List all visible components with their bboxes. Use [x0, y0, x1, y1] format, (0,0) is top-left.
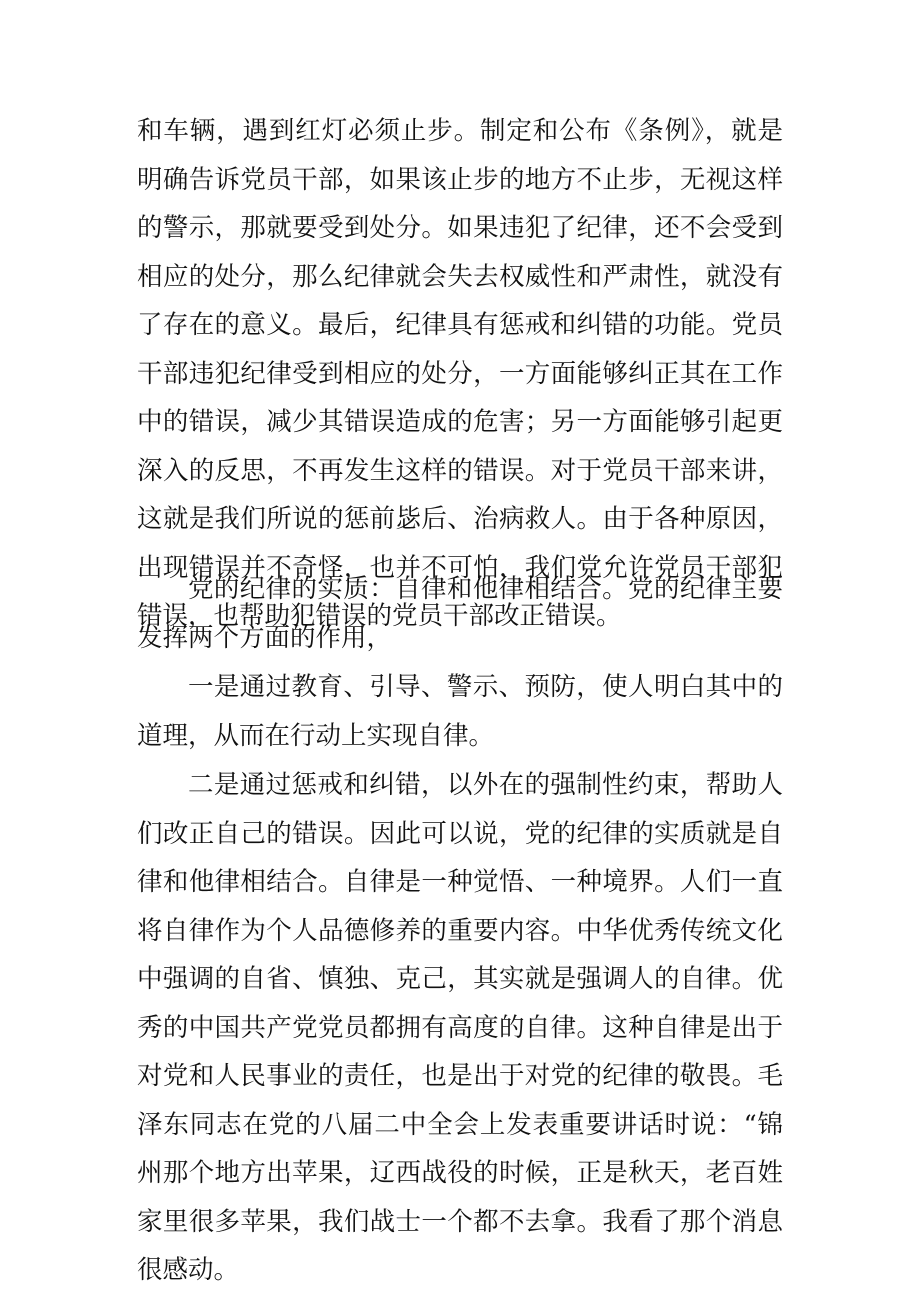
paragraph-essence [137, 565, 783, 662]
paragraph-point-one [137, 663, 783, 760]
paragraph-text: 二是通过惩戒和纠错，以外在的强制性约束，帮助人们改正自己的错误。因此可以说，党的纪律的实质就是自律和他律相结合。自律是一种觉悟、一种境界。人们一直将自律作为个人品德修养的重要内容。中华优秀传统文化中强调的自省、慎独、克己，其实就是强调人的自律。优秀的中国共产党党员都拥有高度的自律。这种自律是出于对党和人民事业的责任，也是出于对党的纪律的敬畏。毛泽东同志在党的八届二中全会上发表重要讲话时说：“锦州那个地方出苹果，辽西战役的时候，正是秋天，老百姓家里很多苹果，我们战士一个都不去拿。我看了那个消息很感动。 [137, 770, 783, 1285]
paragraph-continuation [137, 107, 783, 641]
paragraph-text: 和车辆，遇到红灯必须止步。制定和公布《条例》，就是明确告诉党员干部，如果该止步的地方不止步，无视这样的警示，那就要受到处分。如果违犯了纪律，还不会受到相应的处分，那么纪律就会失去权威性和严肃性，就没有了存在的意义。最后，纪律具有惩戒和纠错的功能。党员干部违犯纪律受到相应的处分，一方面能够纠正其在工作中的错误，减少其错误造成的危害；另一方面能够引起更深入的反思，不再发生这样的错误。对于党员干部来讲，这就是我们所说的惩前毖后、治病救人。由于各种原因，出现错误并不奇怪，也并不可怕，我们党允许党员干部犯错误，也帮助犯错误的党员干部改正错误。 [137, 116, 783, 631]
paragraph-text: 党的纪律的实质：自律和他律相结合。党的纪律主要发挥两个方面的作用， [137, 574, 783, 653]
paragraph-text: 一是通过教育、引导、警示、预防，使人明白其中的道理，从而在行动上实现自律。 [137, 672, 783, 751]
paragraph-point-two [137, 761, 783, 1295]
